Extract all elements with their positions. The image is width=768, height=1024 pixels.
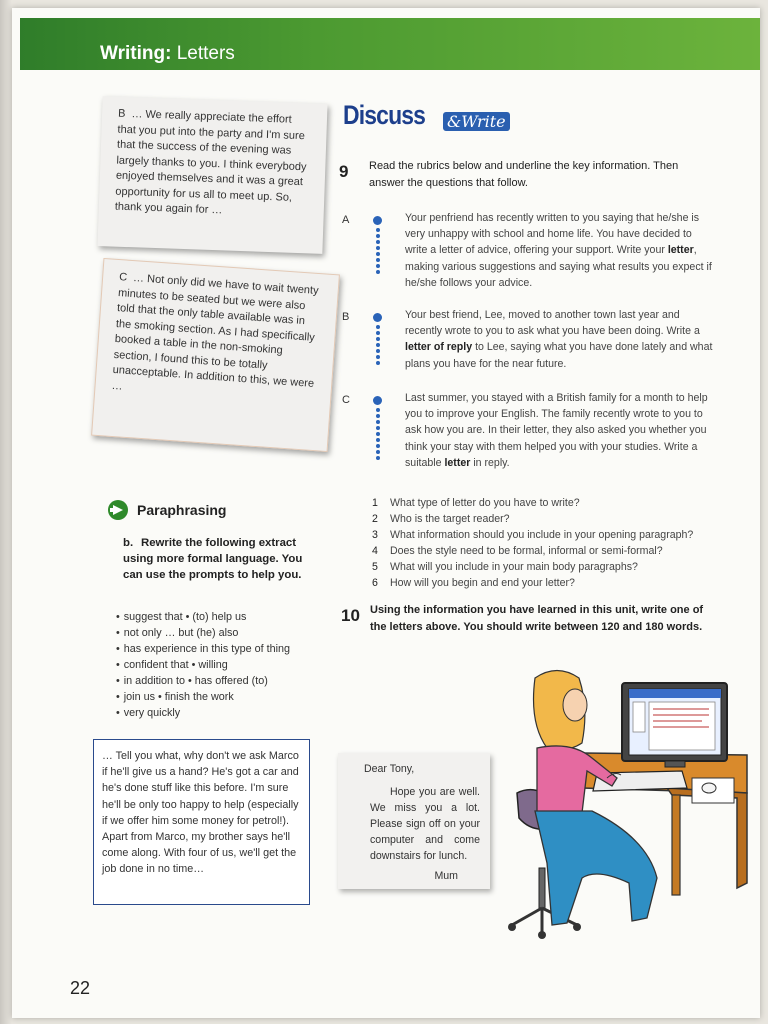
list-item: 5 What will you include in your main body paragraphs?: [372, 561, 638, 573]
textbook-page: [12, 8, 760, 1018]
rubric-c-text: Last summer, you stayed with a British family for a month to help you to improve your English. The family recently wrote to you to ask how you are. In their letter, they also asked you whether you think your stay with them helped you with your studies. Write a suitable letter in reply.: [405, 392, 708, 469]
list-item: 6 How will you begin and end your letter?: [372, 577, 575, 589]
sample-letter-note: [338, 753, 490, 889]
extract-note-c: [91, 258, 340, 452]
rubric-b-text: Your best friend, Lee, moved to another town last year and recently wrote to you to ask what you have been doing. Write a letter of reply to Lee, saying what you have done lately and what plans you have for the near future.: [405, 309, 713, 370]
rubric-label-b: B: [342, 311, 350, 323]
letter-greeting: Dear Tony,: [364, 763, 415, 775]
rubric-label-c: C: [342, 394, 350, 406]
list-item: • confident that • willing: [116, 657, 290, 673]
list-item: 4 Does the style need to be formal, informal or semi-formal?: [372, 545, 663, 557]
letter-signature: Mum: [434, 870, 458, 882]
list-item: 1 What type of letter do you have to write?: [372, 497, 580, 509]
page-number: 22: [70, 978, 91, 998]
question-number-10: 10: [341, 606, 360, 625]
letter-body: Hope you are well. We miss you a lot. Please sign off on your computer and come downstairs for lunch.: [370, 786, 480, 862]
question-10-instruction: Using the information you have learned in this unit, write one of the letters above. You should write between 120 and 180 words.: [370, 604, 704, 633]
woman-at-computer-illustration: [497, 663, 752, 958]
note-label: B: [117, 107, 126, 120]
paraphrasing-instruction: b. Rewrite the following extract using more formal language. You can use the prompts to help you.: [123, 537, 303, 581]
discuss-write-logo: Discuss &Write: [343, 100, 440, 131]
note-text: … Not only did we have to wait twenty minutes to be seated but we were also told that the only table available was in the smoking section. As I had specifically booked a table in the non-smoking section, I found this to be totally unacceptable. In addition to this, we were …: [111, 272, 319, 393]
arrow-right-icon: [108, 500, 128, 520]
question-list: [372, 495, 693, 591]
book-spine-shadow: [0, 0, 12, 1024]
rubric-dots-icon: [373, 313, 383, 367]
rubric-dots-icon: [373, 396, 383, 462]
rubric-dots-icon: [373, 216, 383, 276]
list-item: • in addition to • has offered (to): [116, 673, 290, 689]
list-item: • join us • finish the work: [116, 689, 290, 705]
prompt-list: [116, 609, 290, 721]
list-item: • very quickly: [116, 705, 290, 721]
informal-extract-box: … Tell you what, why don't we ask Marco if he'll give us a hand? He's got a car and he's done stuff like this before. I'm sure he'll be only too happy to help (especially if we offer him some money for petrol!). Apart from Marco, my brother says he'll come along. With four of us, we'll get the job done in no time…: [93, 739, 310, 905]
paraphrasing-heading: Paraphrasing: [108, 500, 226, 520]
list-item: • not only … but (he) also: [116, 625, 290, 641]
extract-note-b: [97, 96, 327, 254]
question-number-9: 9: [339, 162, 349, 181]
section-header: [20, 18, 760, 70]
note-label: C: [118, 271, 128, 284]
list-item: • has experience in this type of thing: [116, 641, 290, 657]
list-item: 2 Who is the target reader?: [372, 513, 510, 525]
note-text: … We really appreciate the effort that you put into the party and I'm sure that the success of the evening was largely thanks to you. I think everybody enjoyed themselves and it was a great opportunity for us all to meet up. So, thank you again for …: [114, 108, 307, 217]
rubric-label-a: A: [342, 214, 350, 226]
question-9-instruction: Read the rubrics below and underline the key information. Then answer the questions that follow.: [369, 160, 679, 189]
section-title: Writing: Letters: [100, 43, 235, 64]
list-item: 3 What information should you include in your opening paragraph?: [372, 529, 694, 541]
list-item: • suggest that • (to) help us: [116, 609, 290, 625]
rubric-a-text: Your penfriend has recently written to you saying that he/she is very unhappy with school and home life. You have decided to write a letter of advice, offering your support. Write your letter, making various suggestions and saying what results you expect if he/she follows your advice.: [405, 212, 712, 289]
